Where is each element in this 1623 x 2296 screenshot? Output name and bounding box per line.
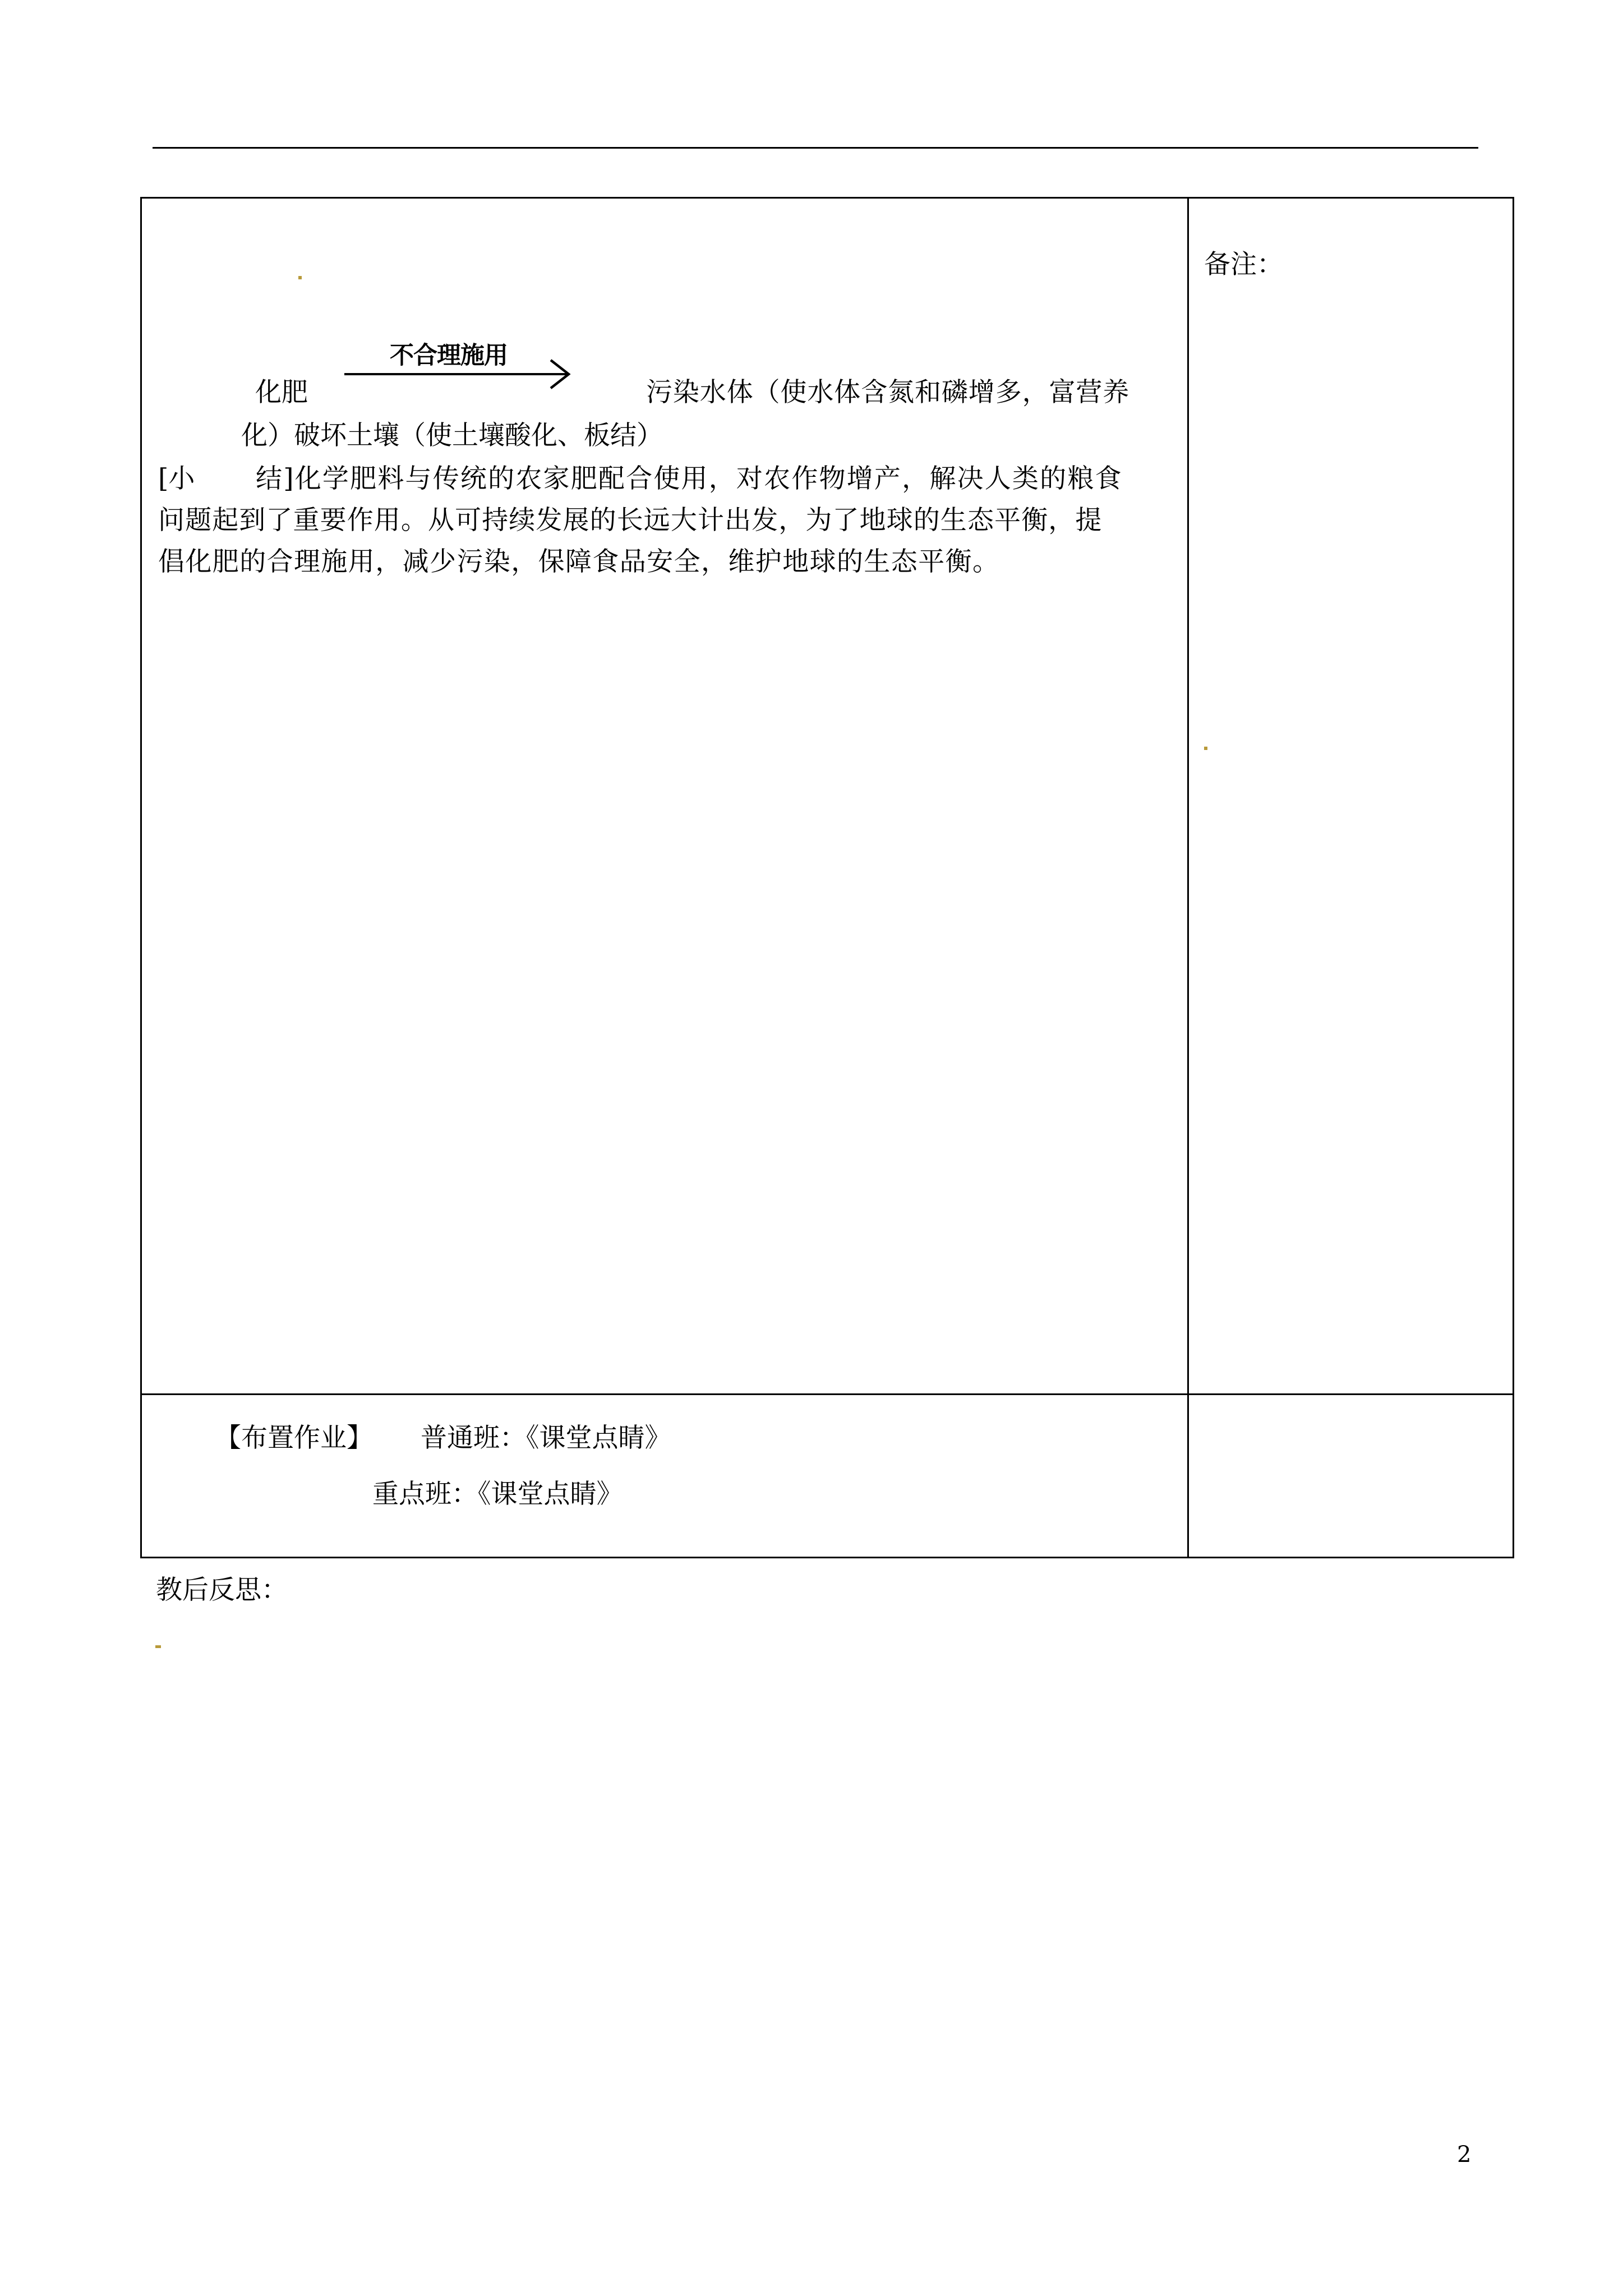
scan-speck bbox=[298, 276, 302, 279]
homework-label: 【布置作业】 bbox=[215, 1423, 373, 1453]
scan-speck bbox=[1204, 747, 1207, 750]
soil-damage-text: 化）破坏土壤（使土壤酸化、板结） bbox=[241, 420, 663, 451]
homework-regular-class: 普通班：《课堂点睛》 bbox=[421, 1423, 671, 1453]
water-pollution-text: 污染水体（使水体含氮和磷增多，富营养 bbox=[646, 377, 1130, 408]
summary-line: 问题起到了重要作用。从可持续发展的长远大计出发，为了地球的生态平衡，提 bbox=[158, 505, 1103, 536]
summary-line: 倡化肥的合理施用，减少污染，保障食品安全，维护地球的生态平衡。 bbox=[158, 546, 1000, 577]
notes-label: 备注： bbox=[1204, 249, 1283, 280]
summary-line: 结]化学肥料与传统的农家肥配合使用，对农作物增产，解决人类的粮食 bbox=[256, 463, 1123, 494]
page-number: 2 bbox=[1457, 2142, 1472, 2168]
right-arrow-icon bbox=[343, 355, 572, 394]
table-row-divider bbox=[140, 1393, 1514, 1395]
scan-speck bbox=[155, 1645, 161, 1648]
header-rule bbox=[153, 147, 1478, 149]
homework-key-class: 重点班：《课堂点睛》 bbox=[372, 1479, 623, 1510]
summary-label-open: [小 bbox=[158, 463, 195, 494]
arrow-label: 不合理施用 bbox=[390, 342, 508, 370]
table-column-divider bbox=[1187, 197, 1189, 1558]
reflection-label: 教后反思： bbox=[156, 1575, 288, 1605]
fertilizer-label: 化肥 bbox=[255, 377, 308, 408]
